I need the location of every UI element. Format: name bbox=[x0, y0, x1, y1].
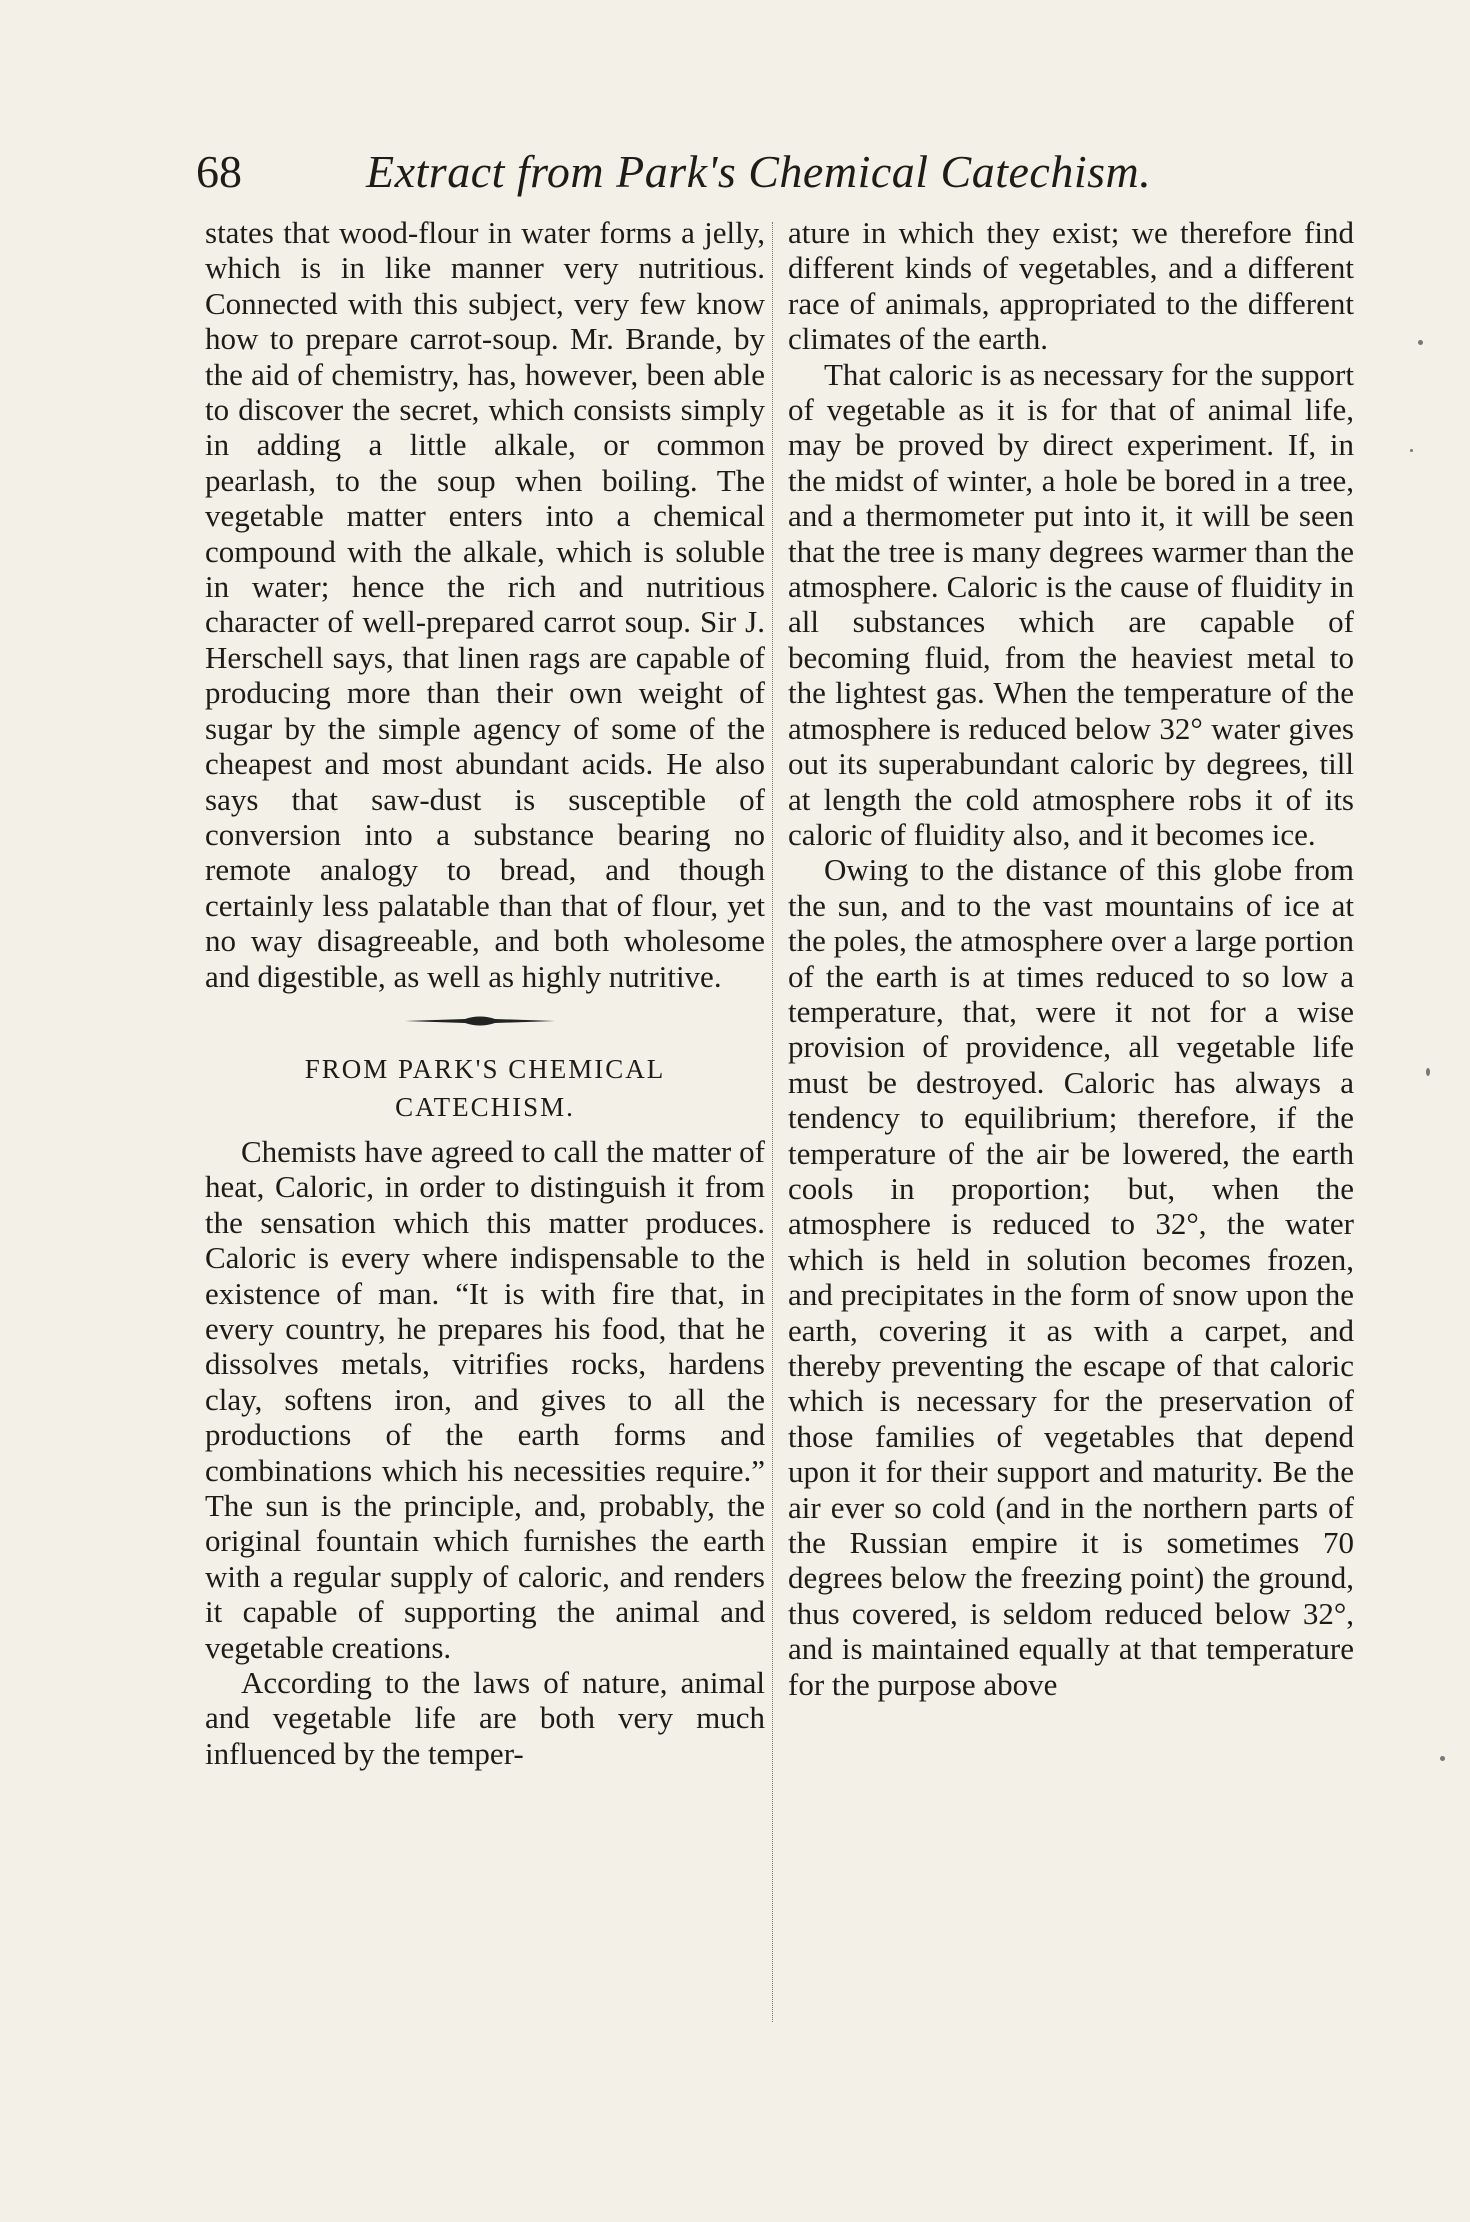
section-heading bbox=[205, 1050, 765, 1126]
left-column bbox=[205, 215, 765, 1771]
scan-speck bbox=[1440, 1756, 1445, 1761]
left-paragraph-2: Chemists have agreed to call the matter of heat, Caloric, in order to distinguish it from the sensation which this matter produces. Caloric is every where indispensable to the existence of man. “It is with fire that, in every country, he prepares his food, that he dissolves metals, vitrifies rocks, hardens clay, softens iron, and gives to all the productions of the earth forms and combinations which his necessities require.” The sun is the principle, and, probably, the original fountain which furnishes the earth with a regular supply of caloric, and renders it capable of supporting the animal and vegetable creations. bbox=[205, 1133, 765, 1665]
left-paragraph-3: According to the laws of nature, animal and vegetable life are both very much influenced by the temper- bbox=[205, 1665, 765, 1771]
page-number: 68 bbox=[196, 146, 242, 197]
ornament-divider bbox=[205, 994, 765, 1046]
right-paragraph-1: ature in which they exist; we therefore find different kinds of vegetables, and a different race of animals, appropriated to the different climates of the earth. bbox=[788, 215, 1354, 357]
column-divider bbox=[772, 222, 773, 2022]
running-title: Extract from Park's Chemical Catechism. bbox=[366, 146, 1152, 197]
right-paragraph-2: That caloric is as necessary for the support of vegetable as it is for that of animal life, may be proved by direct experiment. If, in the midst of winter, a hole be bored in a tree, and a thermometer put into it, it will be seen that the tree is many degrees warmer than the atmosphere. Caloric is the cause of fluidity in all substances which are capable of becoming fluid, from the heaviest metal to the lightest gas. When the temperature of the atmosphere is reduced below 32° water gives out its superabundant caloric by degrees, till at length the cold atmosphere robs it of its caloric of fluidity also, and it becomes ice. bbox=[788, 356, 1354, 852]
page-header bbox=[196, 142, 1266, 202]
ornament-rule-icon bbox=[405, 1014, 555, 1028]
section-heading-line-2: CATECHISM. bbox=[395, 1091, 575, 1122]
scan-speck bbox=[1426, 1068, 1430, 1076]
section-heading-line-1: FROM PARK'S CHEMICAL bbox=[304, 1053, 666, 1084]
right-column bbox=[788, 215, 1354, 1702]
right-paragraph-3: Owing to the distance of this globe from the sun, and to the vast mountains of ice at the poles, the atmosphere over a large portion of the earth is at times reduced to so low a temperature, that, were it not for a wise provision of providence, all vegetable life must be destroyed. Caloric has always a tendency to equilibrium; therefore, if the temperature of the air be lowered, the earth cools in proportion; but, when the atmosphere is reduced to 32°, the water which is held in solution becomes frozen, and precipitates in the form of snow upon the earth, covering it as with a carpet, and thereby preventing the escape of that caloric which is necessary for the preservation of those families of vegetables that depend upon it for their support and maturity. Be the air ever so cold (and in the northern parts of the Russian empire it is sometimes 70 degrees below the freezing point) the ground, thus covered, is seldom reduced below 32°, and is maintained equally at that temperature for the purpose above bbox=[788, 852, 1354, 1702]
scan-speck bbox=[1418, 340, 1423, 345]
left-paragraph-1: states that wood-flour in water forms a jelly, which is in like manner very nutritious. Connected with this subject, very few know how to prepare carrot-soup. Mr. Brande, by the aid of chemistry, has, however, been able to discover the secret, which consists simply in adding a little alkale, or common pearlash, to the soup when boiling. The vegetable matter enters into a chemical compound with the alkale, which is soluble in water; hence the rich and nutritious character of well-prepared carrot soup. Sir J. Herschell says, that linen rags are capable of producing more than their own weight of sugar by the simple agency of some of the cheapest and most abundant acids. He also says that saw-dust is susceptible of conversion into a substance bearing no remote analogy to bread, and though certainly less palatable than that of flour, yet no way disagreeable, and both wholesome and digestible, as well as highly nutritive. bbox=[205, 215, 765, 994]
scan-speck bbox=[1410, 449, 1413, 452]
